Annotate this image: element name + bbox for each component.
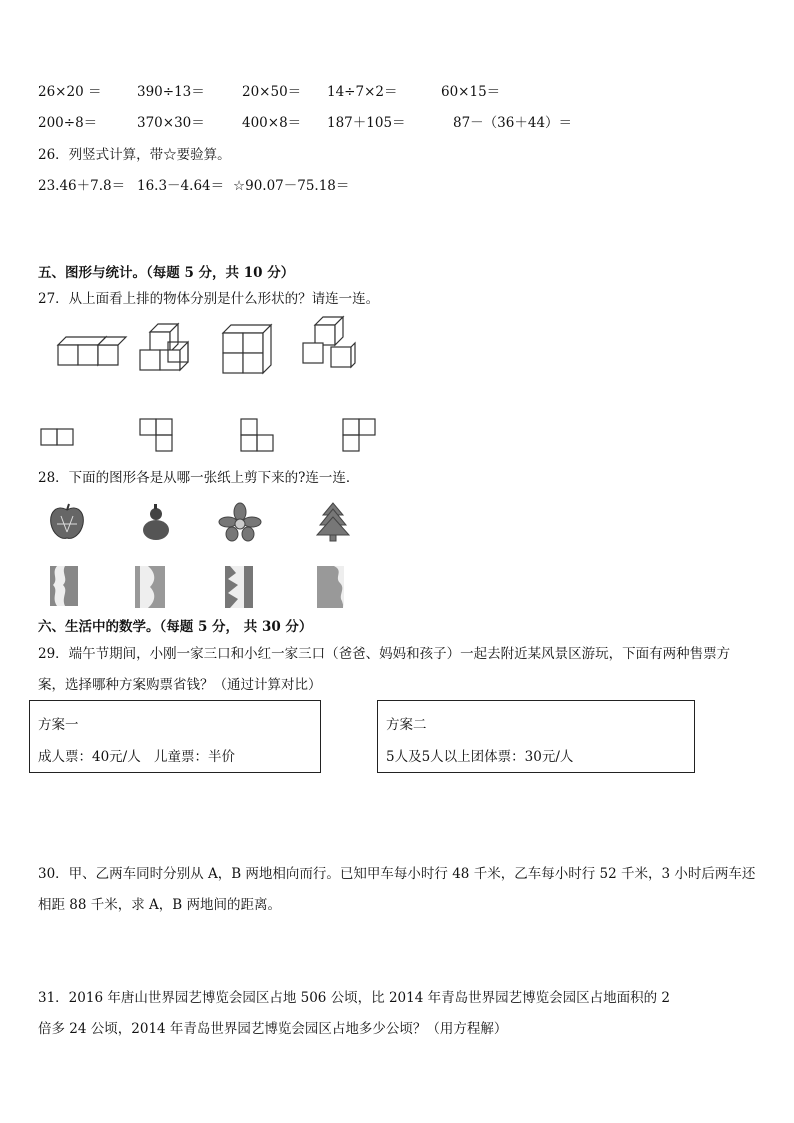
- tree-shape-icon: [315, 501, 351, 543]
- calc-item: 20×50＝: [242, 84, 302, 100]
- question-29-line2: 案，选择哪种方案购票省钱？（通过计算对比）: [38, 677, 322, 693]
- calc-item: 87－（36＋44）＝: [453, 115, 573, 131]
- question-26-title: 26．列竖式计算，带☆要验算。: [38, 147, 231, 163]
- plan-1-adult-price: 成人票：40元/人: [38, 749, 141, 765]
- paper-cut-1: [49, 565, 81, 609]
- vertical-calc-item: 23.46＋7.8＝: [38, 178, 126, 194]
- apple-shape-icon: [47, 502, 87, 542]
- plan-2-title: 方案二: [386, 717, 427, 733]
- paper-cut-2: [134, 565, 166, 609]
- top-view-4: [342, 418, 380, 454]
- question-30-line2: 相距 88 千米，求 A，B 两地间的距离。: [38, 897, 282, 913]
- question-31-line2: 倍多 24 公顷，2014 年青岛世界园艺博览会园区占地多少公顷？（用方程解）: [38, 1021, 508, 1037]
- vertical-calc-item: 16.3－4.64＝: [137, 178, 225, 194]
- calc-item: 370×30＝: [137, 115, 205, 131]
- cube-stack-1: [50, 325, 120, 373]
- plan-1-child-price: 儿童票：半价: [154, 749, 235, 765]
- question-29-line1: 29．端午节期间，小刚一家三口和小红一家三口（爸爸、妈妈和孩子）一起去附近某风景区游玩，下面有两种售票方: [38, 646, 731, 662]
- calc-item: 390÷13＝: [137, 84, 205, 100]
- question-31-line1: 31．2016 年唐山世界园艺博览会园区占地 506 公顷，比 2014 年青岛世界园艺博览会园区占地面积的 2: [38, 990, 670, 1006]
- calc-item: 60×15＝: [441, 84, 501, 100]
- section-6-heading: 六、生活中的数学。（每题 5 分， 共 30 分）: [38, 619, 313, 635]
- cube-stack-3: [221, 323, 281, 375]
- plan-1-title: 方案一: [38, 717, 79, 733]
- calc-item: 400×8＝: [242, 115, 302, 131]
- cube-stack-4: [299, 317, 359, 373]
- paper-cut-3: [224, 565, 256, 609]
- calc-item: 26×20 ＝: [38, 84, 102, 100]
- plan-2-box: [377, 700, 695, 773]
- top-view-2: [139, 418, 177, 454]
- top-view-3: [240, 418, 278, 454]
- section-5-heading: 五、图形与统计。（每题 5 分，共 10 分）: [38, 265, 295, 281]
- calc-item: 187＋105＝: [327, 115, 406, 131]
- cube-stack-2: [134, 322, 204, 372]
- flower-shape-icon: [218, 502, 262, 542]
- plan-1-box: [29, 700, 321, 773]
- calc-item: 14÷7×2＝: [327, 84, 398, 100]
- gourd-shape-icon: [136, 502, 176, 542]
- plan-2-group-price: 5人及5人以上团体票：30元/人: [386, 749, 574, 765]
- question-30-line1: 30．甲、乙两车同时分别从 A，B 两地相向而行。已知甲车每小时行 48 千米，乙车每小时行 52 千米，3 小时后两车还: [38, 866, 756, 882]
- calc-item: 200÷8＝: [38, 115, 98, 131]
- question-27-title: 27．从上面看上排的物体分别是什么形状的？请连一连。: [38, 291, 380, 307]
- question-28-title: 28．下面的图形各是从哪一张纸上剪下来的?连一连．: [38, 470, 360, 486]
- paper-cut-4: [316, 565, 348, 609]
- vertical-calc-item: ☆90.07－75.18＝: [233, 178, 350, 194]
- top-view-1: [40, 428, 76, 448]
